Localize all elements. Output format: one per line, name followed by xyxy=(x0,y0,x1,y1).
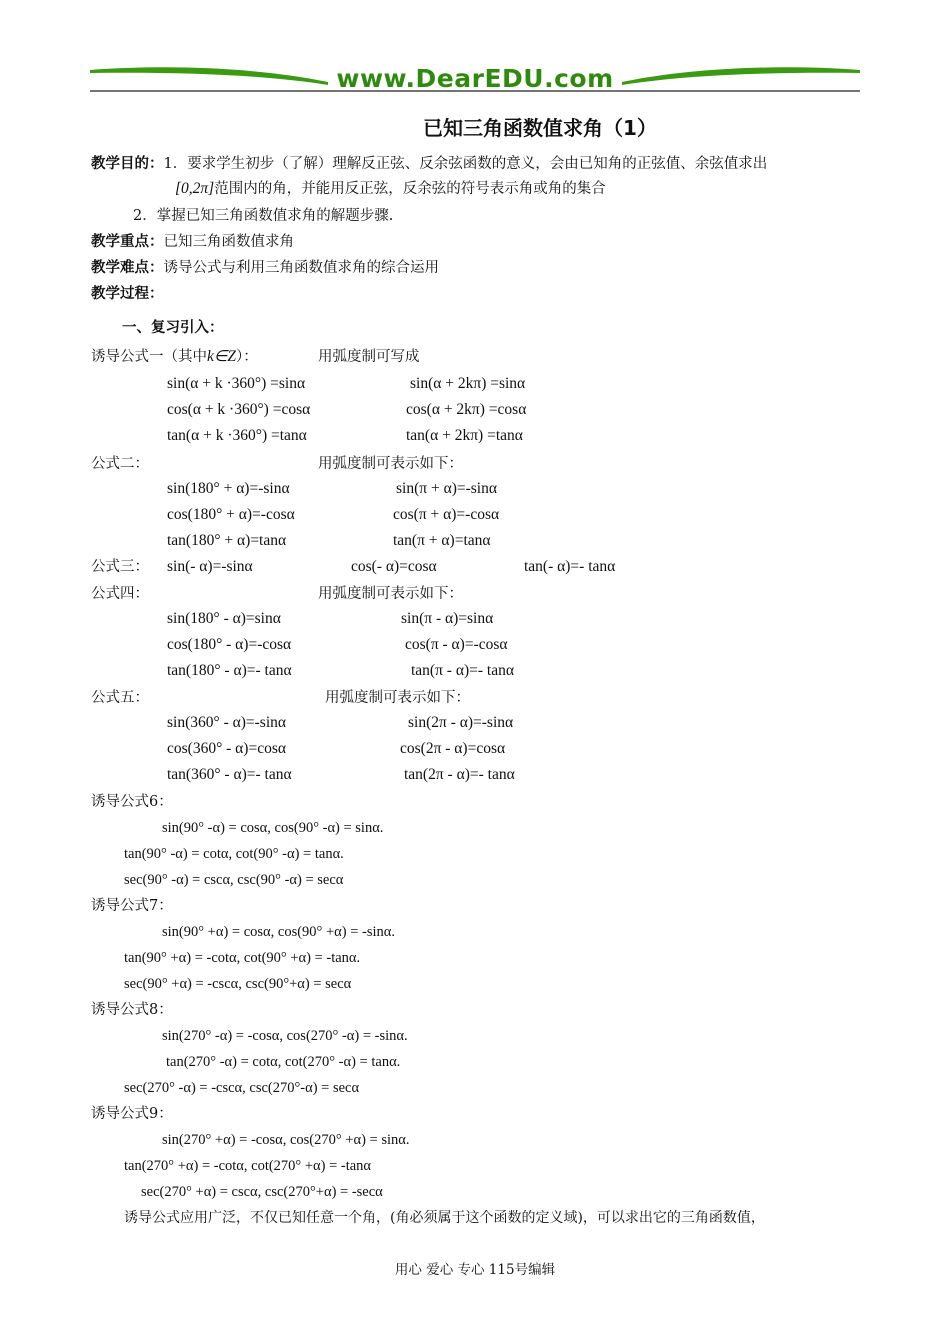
formula8-line-3: sec(270° -α) = -cscα, csc(270°-α) = secα xyxy=(124,1080,360,1096)
formula5-rad-tan: tan(2π - α)=- tanα xyxy=(404,766,515,783)
objective-line-2 xyxy=(175,179,606,199)
formula4-rad-cos: cos(π - α)=-cosα xyxy=(405,636,508,653)
formula6-line-1: sin(90° -α) = cosα, cos(90° -α) = sinα. xyxy=(162,820,384,836)
formula7-line-2: tan(90° +α) = -cotα, cot(90° +α) = -tanα. xyxy=(124,950,361,966)
formula2-deg-sin: sin(180° + α)=-sinα xyxy=(167,480,290,497)
formula1-rad-cos: cos(α + 2kπ) =cosα xyxy=(406,401,527,418)
formula1-deg-cos: cos(α + k ·360°) =cosα xyxy=(167,401,311,418)
formula5-rad-sin: sin(2π - α)=-sinα xyxy=(408,714,514,731)
site-logo-text: www.DearEDU.com xyxy=(336,64,614,93)
formula2-deg-cos: cos(180° + α)=-cosα xyxy=(167,506,295,523)
formula5-radian-note: 用弧度制可表示如下： xyxy=(325,690,470,706)
formula2-rad-cos: cos(π + α)=-cosα xyxy=(393,506,500,523)
formula7-label: 诱导公式7： xyxy=(91,898,173,914)
difficulty-text: 诱导公式与利用三角函数值求角的综合运用 xyxy=(163,260,439,276)
formula1-rad-sin: sin(α + 2kπ) =sinα xyxy=(410,375,526,392)
formula2-radian-note: 用弧度制可表示如下： xyxy=(318,456,463,472)
formula1-deg-sin: sin(α + k ·360°) =sinα xyxy=(167,375,306,392)
page-title: 已知三角函数值求角（1） xyxy=(423,116,657,140)
formula5-deg-tan: tan(360° - α)=- tanα xyxy=(167,766,292,783)
formula9-line-3: sec(270° +α) = cscα, csc(270°+α) = -secα xyxy=(141,1184,383,1200)
objective-label: 教学目的： xyxy=(91,156,164,172)
formula6-line-2: tan(90° -α) = cotα, cot(90° -α) = tanα. xyxy=(124,846,344,862)
formula1-label-end: ）： xyxy=(236,349,258,365)
formula4-label: 公式四： xyxy=(91,586,149,602)
formula2-rad-tan: tan(π + α)=tanα xyxy=(393,532,491,549)
page-footer: 用心 爱心 专心 115号编辑 xyxy=(394,1262,556,1278)
objective-item1-b: 范围内的角，并能用反正弦，反余弦的符号表示角或角的集合 xyxy=(214,181,606,197)
formula9-line-2: tan(270° +α) = -cotα, cot(270° +α) = -tanα xyxy=(124,1158,372,1174)
objective-item2: 2．掌握已知三角函数值求角的解题步骤. xyxy=(133,208,394,224)
interval-math: [0,2π] xyxy=(175,180,215,197)
formula1-deg-tan: tan(α + k ·360°) =tanα xyxy=(167,427,307,444)
formula8-line-1: sin(270° -α) = -cosα, cos(270° -α) = -sinα. xyxy=(162,1028,408,1044)
formula4-radian-note: 用弧度制可表示如下： xyxy=(318,586,463,602)
objective-item1-a: 1．要求学生初步（了解）理解反正弦、反余弦函数的意义，会由已知角的正弦值、余弦值求出 xyxy=(163,156,768,172)
formula9-line-1: sin(270° +α) = -cosα, cos(270° +α) = sinα. xyxy=(162,1132,410,1148)
formula2-label: 公式二： xyxy=(91,456,149,472)
formula9-label: 诱导公式9： xyxy=(91,1106,173,1122)
closing-paragraph: 诱导公式应用广泛，不仅已知任意一个角，(角必须属于这个函数的定义域)，可以求出它的三角函数值， xyxy=(124,1210,765,1226)
formula5-deg-sin: sin(360° - α)=-sinα xyxy=(167,714,287,731)
formula3-sin: sin(- α)=-sinα xyxy=(167,558,253,575)
formula4-deg-sin: sin(180° - α)=sinα xyxy=(167,610,281,627)
formula1-radian-note: 用弧度制可写成 xyxy=(318,349,420,365)
formula4-deg-cos: cos(180° - α)=-cosα xyxy=(167,636,292,653)
formula7-line-1: sin(90° +α) = cosα, cos(90° +α) = -sinα. xyxy=(162,924,395,940)
formula7-line-3: sec(90° +α) = -cscα, csc(90°+α) = secα xyxy=(124,976,352,992)
formula1-rad-tan: tan(α + 2kπ) =tanα xyxy=(406,427,523,444)
site-banner xyxy=(90,62,860,94)
formula2-rad-sin: sin(π + α)=-sinα xyxy=(396,480,497,497)
formula2-deg-tan: tan(180° + α)=tanα xyxy=(167,532,287,549)
formula4-rad-sin: sin(π - α)=sinα xyxy=(401,610,494,627)
difficulty-line xyxy=(91,258,439,278)
formula3-tan: tan(- α)=- tanα xyxy=(524,558,616,575)
key-point-line xyxy=(91,232,294,252)
formula6-label: 诱导公式6： xyxy=(91,794,173,810)
difficulty-label: 教学难点： xyxy=(91,260,164,276)
formula1-label: 诱导公式一（其中 xyxy=(91,349,207,365)
section-heading: 一、复习引入： xyxy=(122,320,224,336)
key-point-text: 已知三角函数值求角 xyxy=(163,234,294,250)
formula3-label: 公式三： xyxy=(91,559,149,575)
objective-line-1 xyxy=(91,154,767,174)
formula8-line-2: tan(270° -α) = cotα, cot(270° -α) = tanα. xyxy=(166,1054,401,1070)
formula4-deg-tan: tan(180° - α)=- tanα xyxy=(167,662,292,679)
key-point-label: 教学重点： xyxy=(91,234,164,250)
formula1-label-line xyxy=(91,347,258,367)
formula1-condition: k∈Z xyxy=(207,348,237,365)
process-label: 教学过程： xyxy=(91,286,164,302)
formula5-deg-cos: cos(360° - α)=cosα xyxy=(167,740,286,757)
formula8-label: 诱导公式8： xyxy=(91,1002,173,1018)
formula5-rad-cos: cos(2π - α)=cosα xyxy=(400,740,506,757)
formula3-cos: cos(- α)=cosα xyxy=(351,558,437,575)
formula6-line-3: sec(90° -α) = cscα, csc(90° -α) = secα xyxy=(124,872,344,888)
formula4-rad-tan: tan(π - α)=- tanα xyxy=(411,662,514,679)
formula5-label: 公式五： xyxy=(91,690,149,706)
